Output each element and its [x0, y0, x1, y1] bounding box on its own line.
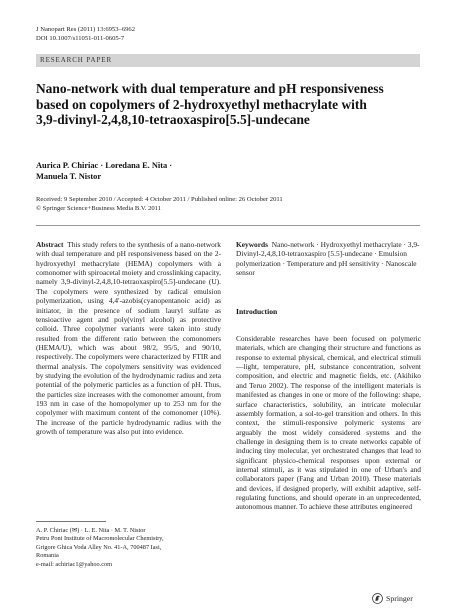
journal-doi: DOI 10.1007/s11051-011-0605-7 [36, 34, 125, 42]
introduction-text: Considerable researches have been focused on polymeric materials, which are changing their structure and functions as response to external physical, chemical, and electrical stimuli—light, temperature, pH, substance concentration, solvent composition, and electric and magnetic fields, etc. (Akihiko and Teruo 2002). The response of the intelligent materials is manifested as changes in one or more of the following: shape, surface characteristics, solubility, an intricate molecular assembly formation, a sol-to-gel transition and others. In this context, the stimuli-responsive polymeric systems are arguably the most widely considered systems and the challenge in designing them is to create networks capable of inducing tiny molecular, yet orchestrated changes that lead to significant physico-chemical responses upon external or internal stimuli, as it was stipulated in one of Urban's and collaborators paper (Fang and Urban 2010). These materials and devices, if designed properly, will exhibit adaptive, self-regulating functions, and should operate in an unprecedented, autonomous manner. To achieve these attributes engineered [236, 334, 421, 512]
journal-citation: J Nanopart Res (2011) 13:6953–6962 [36, 26, 136, 33]
affiliation-divider [36, 521, 106, 522]
publication-dates [36, 196, 420, 214]
received-accepted-dates: Received: 9 September 2010 / Accepted: 4 October 2011 / Published online: 26 October 2011 [36, 196, 283, 203]
author-affiliation [36, 527, 221, 569]
journal-reference [36, 26, 135, 43]
article-title: Nano-network with dual temperature and pH responsiveness based on copolymers of 2-hydroxyethyl methacrylate with 3,9-divinyl-2,4,8,10-tetraoxaspiro[5.5]-undecane [36, 81, 384, 128]
publisher-mark [372, 593, 413, 604]
keywords-block [236, 240, 421, 277]
abstract-text: This study refers to the synthesis of a nano-network with dual temperature and pH responsiveness based on the 2-hydroxyethyl methacrylate (HEMA) copolymers with a comonomer with spiroacetal moiety and crosslinking capacity, namely 3,9-divinyl-2,4,8,10-tetraoxaspiro[5.5]-undecane (U). The copolymers were synthesized by radical emulsion polymerization, using 4,4′-azobis(cyanopentanoic acid) as initiator, in the presence of sodium lauryl sulfate as tensioactive agent and poly(vinyl alcohol) as protective colloid. Three copolymer variants were taken into study resulted from the different ratio between the comonomers (HEMA/U), which was about 98/2, 95/5, and 90/10, respectively. The copolymers were characterized by FTIR and thermal analysis. The copolymers sensitivity was evidenced by studying the evolution of the hydrodynamic radius and zeta potential of the polymeric particles as a function of pH. Thus, the particles size increases with the comonomer amount, from 193 nm in case of the homopolymer up to 253 nm for the copolymer with maximum content of the comonomer (10%). The increase of the particle hydrodynamic radius with the growth of temperature was also put into evidence. [36, 240, 222, 437]
affiliation-authors: A. P. Chiriac (✉) · L. E. Nita · M. T. Nistor [36, 527, 146, 534]
keywords-text: Nano-network · Hydroxyethyl methacrylate · 3,9-Divinyl-2,4,8,10-tetraoxaspiro [5.5]-undecane · Emulsion polymerization · Temperature and pH sensitivity · Nanoscale sensor [236, 240, 420, 278]
springer-horse-icon [372, 593, 383, 604]
abstract-label: Abstract [36, 240, 64, 249]
publisher-name: Springer [386, 594, 413, 603]
section-label-band [36, 54, 420, 67]
copyright-notice: © Springer Science+Business Media B.V. 2011 [36, 204, 162, 212]
introduction-heading: Introduction [236, 307, 278, 316]
header-divider [36, 225, 420, 226]
authors-line-1: Aurica P. Chiriac · Loredana E. Nita · [36, 161, 173, 170]
abstract-block [36, 240, 221, 437]
affiliation-street: Grigore Ghica Voda Alley No. 41-A, 700487 Iasi, [36, 543, 162, 551]
author-list [36, 160, 336, 182]
authors-line-2: Manuela T. Nistor [36, 172, 102, 181]
affiliation-institute: Petru Poni Institute of Macromolecular Chemistry, [36, 535, 164, 543]
keywords-label: Keywords [236, 240, 269, 249]
section-label: RESEARCH PAPER [40, 56, 113, 64]
affiliation-email: e-mail: achiriac1@yahoo.com [36, 560, 113, 568]
affiliation-country: Romania [36, 552, 59, 560]
